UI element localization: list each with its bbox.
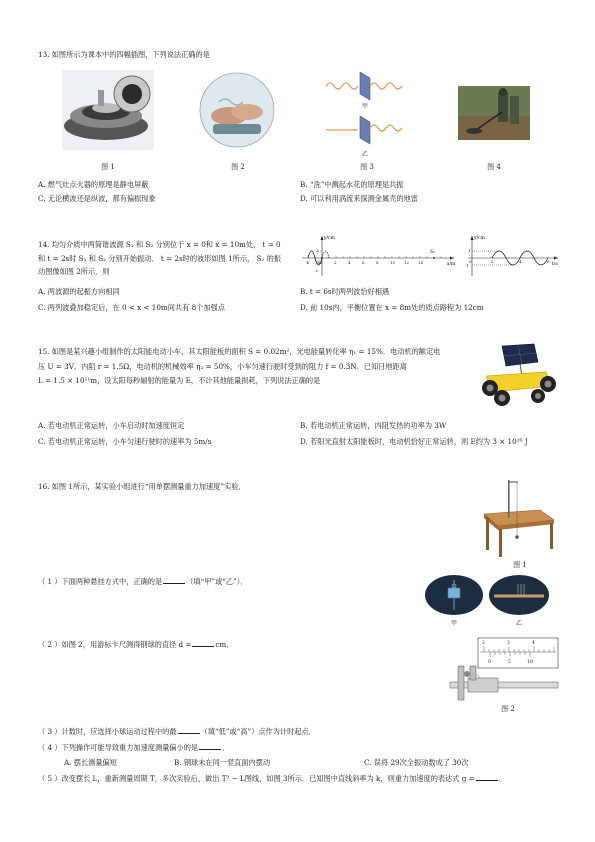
q16-label-yi: 乙 xyxy=(515,620,522,627)
q16-fig1-pendulum-table xyxy=(478,474,558,558)
q14-graph1-tick-8: 8 xyxy=(376,260,379,265)
q16-hanging-method-yi xyxy=(488,574,550,616)
q13-options xyxy=(38,180,563,203)
q14-option-a: A. 两波源的起振方向相同 xyxy=(38,287,120,296)
q16-fig2-caption: 图 2 xyxy=(501,705,515,713)
q16-part4-answer-blank xyxy=(199,743,221,750)
q13-stem: 13. 如图所示为课本中的四幅插图，下列说法正确的是 xyxy=(38,50,210,59)
q15-options xyxy=(38,421,563,446)
q13-caption-4: 图 4 xyxy=(487,163,501,171)
q13-fig3-label-jia: 甲 xyxy=(361,103,368,110)
q16-caliper-scale-4: 4 xyxy=(532,641,535,646)
q16-caliper-vernier-0: 0 xyxy=(488,660,491,665)
q16-part4-options xyxy=(64,758,524,768)
q14-graph1-s1: S₁ xyxy=(317,261,322,266)
q16-part1-answer-blank xyxy=(163,577,185,584)
q14-graph1-tick-m4: -4 xyxy=(305,260,309,265)
q16-part3-text-b: （填“低”或“高”）点作为计时起点． xyxy=(200,727,316,736)
q14-option-c: C. 两列波叠加稳定后，在 0 < x < 10m间共有 8个加强点 xyxy=(38,302,225,312)
q13-option-c: C. 无论横波还是纵波，都有偏振现象 xyxy=(38,193,156,203)
q16-part3 xyxy=(38,727,316,737)
q16-part4-option-c: C. 误将 29次全振动数成了 30次 xyxy=(364,758,469,767)
q14-graph2-tick-4: 4 xyxy=(519,259,522,264)
q16-part2-answer-blank xyxy=(192,640,214,647)
q16-part1-text-a: （ 1 ）下面两种悬挂方式中，正确的是 xyxy=(38,577,163,586)
q14-graph1-ylabel: y/cm xyxy=(324,236,335,241)
q16-fig1-caption: 图 1 xyxy=(513,561,527,569)
q16-part5-answer-blank xyxy=(476,774,498,781)
q16-part4-text: （ 4 ）下列操作可能导致重力加速度测量偏小的是 xyxy=(38,743,199,752)
q15-option-b: B. 若电动机正常运转，内阻发热的功率为 3W xyxy=(300,421,447,430)
q16-hanging-method-jia xyxy=(424,574,484,616)
q16-part5-text-a: （ 5 ）改变摆长 L，重新测量周期 T，多次实验后，做出 T² − L图线，如图 3所示．已知图中直线斜率为 k，则重力加速度的表达式 g = xyxy=(38,774,475,783)
q14-stem-line1: 14. 均匀介质中两简谐波源 S₁ 和 S₂ 分别位于 x = 0和 x = 10m处， t = 0 xyxy=(38,240,281,249)
q16-part4-end: ． xyxy=(222,743,230,752)
q16-part4-option-a: A. 摆长测量偏短 xyxy=(64,758,117,767)
q14-graph1-tick-14: 14 xyxy=(418,260,424,265)
q15-option-d: D. 若阳光直射太阳能板时，电动机恰好正常运转，则 E约为 3 × 10²⁶ J xyxy=(300,436,528,446)
q13-option-d: D. 可以利用涡流来探测金属壳的地雷 xyxy=(300,193,418,203)
q14-graph2-tick-2: 2 xyxy=(491,259,494,264)
q16-part5-text-b: ． xyxy=(498,774,506,783)
q16-fig2-vernier-caliper xyxy=(448,636,560,704)
q16-caliper-scale-3: 3 xyxy=(507,641,510,646)
q14-graph1-s2: S₂ xyxy=(430,250,435,255)
q15-option-a: A. 若电动机正常运转，小车启动时加速度恒定 xyxy=(38,421,185,430)
q16-part2-text-b: cm． xyxy=(215,640,234,649)
q14-graph1-waveform xyxy=(298,232,458,280)
q14-graph1-tick-6: 6 xyxy=(362,260,365,265)
q14-graph2-xlabel: t/s xyxy=(552,262,558,267)
q16-part1-text-b: （填“甲”或“乙”）． xyxy=(186,577,248,586)
q16-part2-text-a: （ 2 ）如图 2，用游标卡尺测得钢球的直径 d = xyxy=(38,640,192,649)
q14-graph1-tick-4: 4 xyxy=(348,260,351,265)
q14-graph2-tick-0: 0 xyxy=(469,259,472,264)
q16-label-jia: 甲 xyxy=(450,620,457,627)
q14-graph2-vibration xyxy=(462,232,562,280)
q13-fig1-gas-stove xyxy=(62,70,154,150)
q14-graph2-ylabel: y/cm xyxy=(474,236,485,241)
q16-caliper-vernier-10: 10 xyxy=(527,660,533,665)
q13-option-b: B. “洗”中溅起水花的原理是共振 xyxy=(300,180,404,189)
q16-caliper-vernier-5: 5 xyxy=(508,660,511,665)
q16-part5 xyxy=(38,774,563,784)
q14-stem-line2: 和 t = 2s时 S₁ 和 S₂ 分别开始振动． t = 2s时的波形如图 1所示， S₂ 的振 xyxy=(38,253,281,263)
q14-graph1-tick-10: 10 xyxy=(390,260,396,265)
q13-option-a: A. 燃气灶点火器的原理是静电屏蔽 xyxy=(38,180,149,189)
q14-graph2-neg: -1 xyxy=(465,263,469,268)
q16-part3-answer-blank xyxy=(178,727,200,734)
q16-part4-option-b: B. 钢球未在同一竖直面内摆动 xyxy=(174,758,271,767)
q16-part1 xyxy=(38,577,248,587)
q14-option-b: B. t = 6s时两列波恰好相遇 xyxy=(300,287,390,296)
q16-part4 xyxy=(38,743,229,753)
q16-caliper-scale-2: 2 xyxy=(482,641,485,646)
q13-fig2-washing-hands xyxy=(199,72,275,148)
q13-caption-3: 图 3 xyxy=(360,163,374,171)
q14-stem-line3: 动图像如图 2所示．则 xyxy=(38,267,110,277)
q14-graph1-neg: -2 xyxy=(314,268,318,273)
q14-graph2-amp: 1 xyxy=(468,248,471,253)
q14-graph1-tick-12: 12 xyxy=(404,260,410,265)
q15-stem-line3: L = 1.5 × 10¹¹m，设太阳每秒辐射的能量为 E，不计其他能量损耗，下列说法正确的是 xyxy=(38,376,321,386)
q15-stem-line2: 压 U = 3V、内阻 r = 1.5Ω，电动机的机械效率 η₂ = 50%，小车匀速行驶时受到的阻力 f = 0.3N．已知日地距离 xyxy=(38,361,407,371)
q14-graph1-xlabel: x/m xyxy=(447,262,456,267)
q14-graph1-amp: 2 xyxy=(316,248,319,253)
q15-stem xyxy=(38,347,478,386)
q13-caption-2: 图 2 xyxy=(231,163,245,171)
q13-fig3-label-yi: 乙 xyxy=(361,151,368,158)
q13-fig4-mine-detector xyxy=(458,86,530,140)
q14-stem xyxy=(38,240,288,277)
q14-graph1-tick-2: 2 xyxy=(334,260,337,265)
q15-stem-line1: 15. 如图是某兴趣小组制作的太阳能电动小车，其太阳能板的面积 S = 0.02m²，光电能量转化率 η₁ = 15%．电动机的额定电 xyxy=(38,347,441,356)
q14-graph2-tick-6: 6 xyxy=(547,259,550,264)
q15-option-c: C. 若电动机正常运转，小车匀速行驶时的速率为 5m/s xyxy=(38,436,212,446)
q14-options xyxy=(38,287,563,312)
q16-part2 xyxy=(38,640,233,650)
q14-option-d: D. 前 10s内，平衡位置在 x = 8m处的质点路程为 12cm xyxy=(300,302,484,312)
q16-stem: 16. 如图 1所示，某实验小组进行“用单摆测量重力加速度”实验． xyxy=(38,482,246,491)
q13-caption-1: 图 1 xyxy=(101,163,115,171)
q15-solar-car-image xyxy=(476,342,560,410)
q16-part3-text-a: （ 3 ）计数时，应选择小球运动过程中的最 xyxy=(38,727,177,736)
